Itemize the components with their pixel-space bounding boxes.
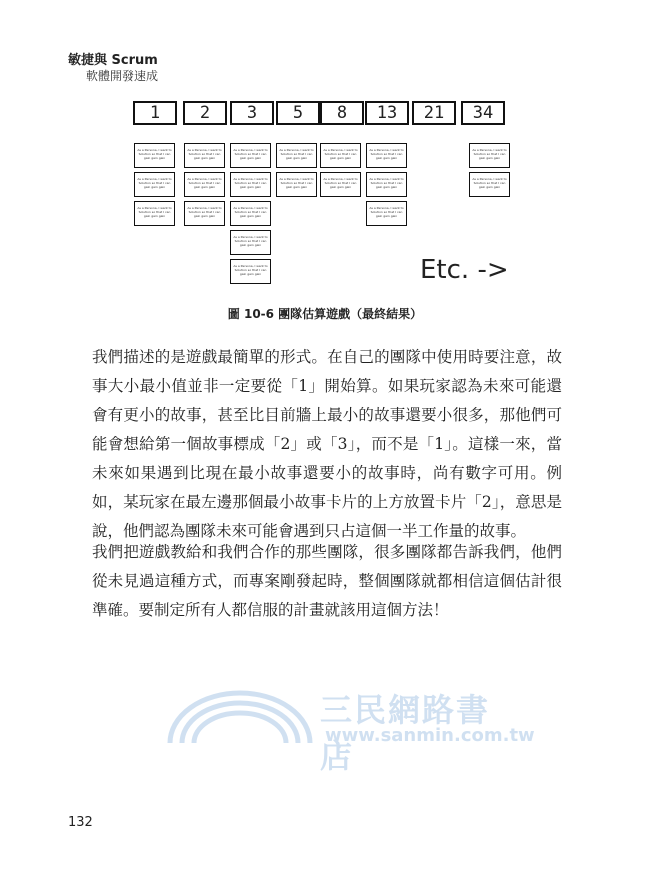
story-card-text: As a Persona, I want to Solution so that I can gain gain gain — [187, 206, 222, 218]
story-card — [184, 143, 225, 168]
story-card — [230, 143, 271, 168]
story-card-text: As a Persona, I want to Solution so that I can gain gain gain — [187, 177, 222, 189]
story-card — [320, 143, 361, 168]
story-card-text: As a Persona, I want to Solution so that I can gain gain gain — [233, 206, 268, 218]
story-card — [230, 259, 271, 284]
story-card-text: As a Persona, I want to Solution so that I can gain gain gain — [369, 206, 404, 218]
story-card-text: As a Persona, I want to Solution so that I can gain gain gain — [323, 177, 358, 189]
story-card-text: As a Persona, I want to Solution so that I can gain gain gain — [323, 148, 358, 160]
story-card-text: As a Persona, I want to Solution so that I can gain gain gain — [137, 148, 172, 160]
story-card — [230, 201, 271, 226]
page-number: 132 — [68, 815, 93, 830]
column-header-21: 21 — [412, 101, 456, 125]
story-card-text: As a Persona, I want to Solution so that I can gain gain gain — [233, 235, 268, 247]
column-header-34: 34 — [461, 101, 505, 125]
story-card — [230, 172, 271, 197]
book-title: 敏捷與 Scrum — [68, 53, 158, 68]
story-card — [184, 172, 225, 197]
story-card — [469, 172, 510, 197]
story-card — [469, 143, 510, 168]
watermark — [160, 685, 535, 775]
column-header-1: 1 — [133, 101, 177, 125]
story-card — [134, 201, 175, 226]
story-card-text: As a Persona, I want to Solution so that I can gain gain gain — [233, 264, 268, 276]
watermark-name: 三民網路書店 — [320, 691, 491, 775]
story-card — [276, 143, 317, 168]
story-card-text: As a Persona, I want to Solution so that I can gain gain gain — [279, 148, 314, 160]
column-header-8: 8 — [320, 101, 364, 125]
story-card-text: As a Persona, I want to Solution so that I can gain gain gain — [137, 206, 172, 218]
story-card-text: As a Persona, I want to Solution so that I can gain gain gain — [472, 148, 507, 160]
story-card-text: As a Persona, I want to Solution so that I can gain gain gain — [369, 148, 404, 160]
watermark-url: www.sanmin.com.tw — [325, 725, 535, 746]
story-card-text: As a Persona, I want to Solution so that I can gain gain gain — [137, 177, 172, 189]
story-card — [276, 172, 317, 197]
column-header-13: 13 — [365, 101, 409, 125]
story-card — [134, 143, 175, 168]
body-paragraph: 我們把遊戲教給和我們合作的那些團隊，很多團隊都告訴我們，他們從未見過這種方式，而專案剛發起時，整個團隊就都相信這個估計很準確。要制定所有人都信服的計畫就該用這個方法！ — [92, 543, 562, 619]
story-card-text: As a Persona, I want to Solution so that I can gain gain gain — [233, 177, 268, 189]
story-card — [366, 201, 407, 226]
story-card — [134, 172, 175, 197]
story-card-text: As a Persona, I want to Solution so that I can gain gain gain — [472, 177, 507, 189]
story-card-text: As a Persona, I want to Solution so that I can gain gain gain — [187, 148, 222, 160]
story-card — [184, 201, 225, 226]
story-card-text: As a Persona, I want to Solution so that I can gain gain gain — [369, 177, 404, 189]
body-paragraph: 我們描述的是遊戲最簡單的形式。在自己的團隊中使用時要注意，故事大小最小值並非一定要從「1」開始算。如果玩家認為未來可能還會有更小的故事，甚至比目前牆上最小的故事還要小很多，那他們可能會想給第一個故事標成「2」或「3」，而不是「1」。這樣一來，當未來如果遇到比現在最小故事還要小的故事時，尚有數字可用。例如，某玩家在最左邊那個最小故事卡片的上方放置卡片「2」，意思是說，他們認為團隊未來可能會遇到只占這個一半工作量的故事。 — [92, 348, 562, 540]
column-header-5: 5 — [276, 101, 320, 125]
story-card-text: As a Persona, I want to Solution so that I can gain gain gain — [279, 177, 314, 189]
story-card — [320, 172, 361, 197]
watermark-arc-logo — [160, 685, 320, 745]
story-card-text: As a Persona, I want to Solution so that I can gain gain gain — [233, 148, 268, 160]
story-card — [366, 172, 407, 197]
column-header-2: 2 — [183, 101, 227, 125]
etc-label: Etc. -> — [420, 255, 509, 285]
column-header-3: 3 — [230, 101, 274, 125]
book-subtitle: 軟體開發速成 — [86, 69, 159, 83]
story-card — [366, 143, 407, 168]
story-card — [230, 230, 271, 255]
figure-caption: 圖 10-6 團隊估算遊戲（最終結果） — [227, 307, 423, 321]
